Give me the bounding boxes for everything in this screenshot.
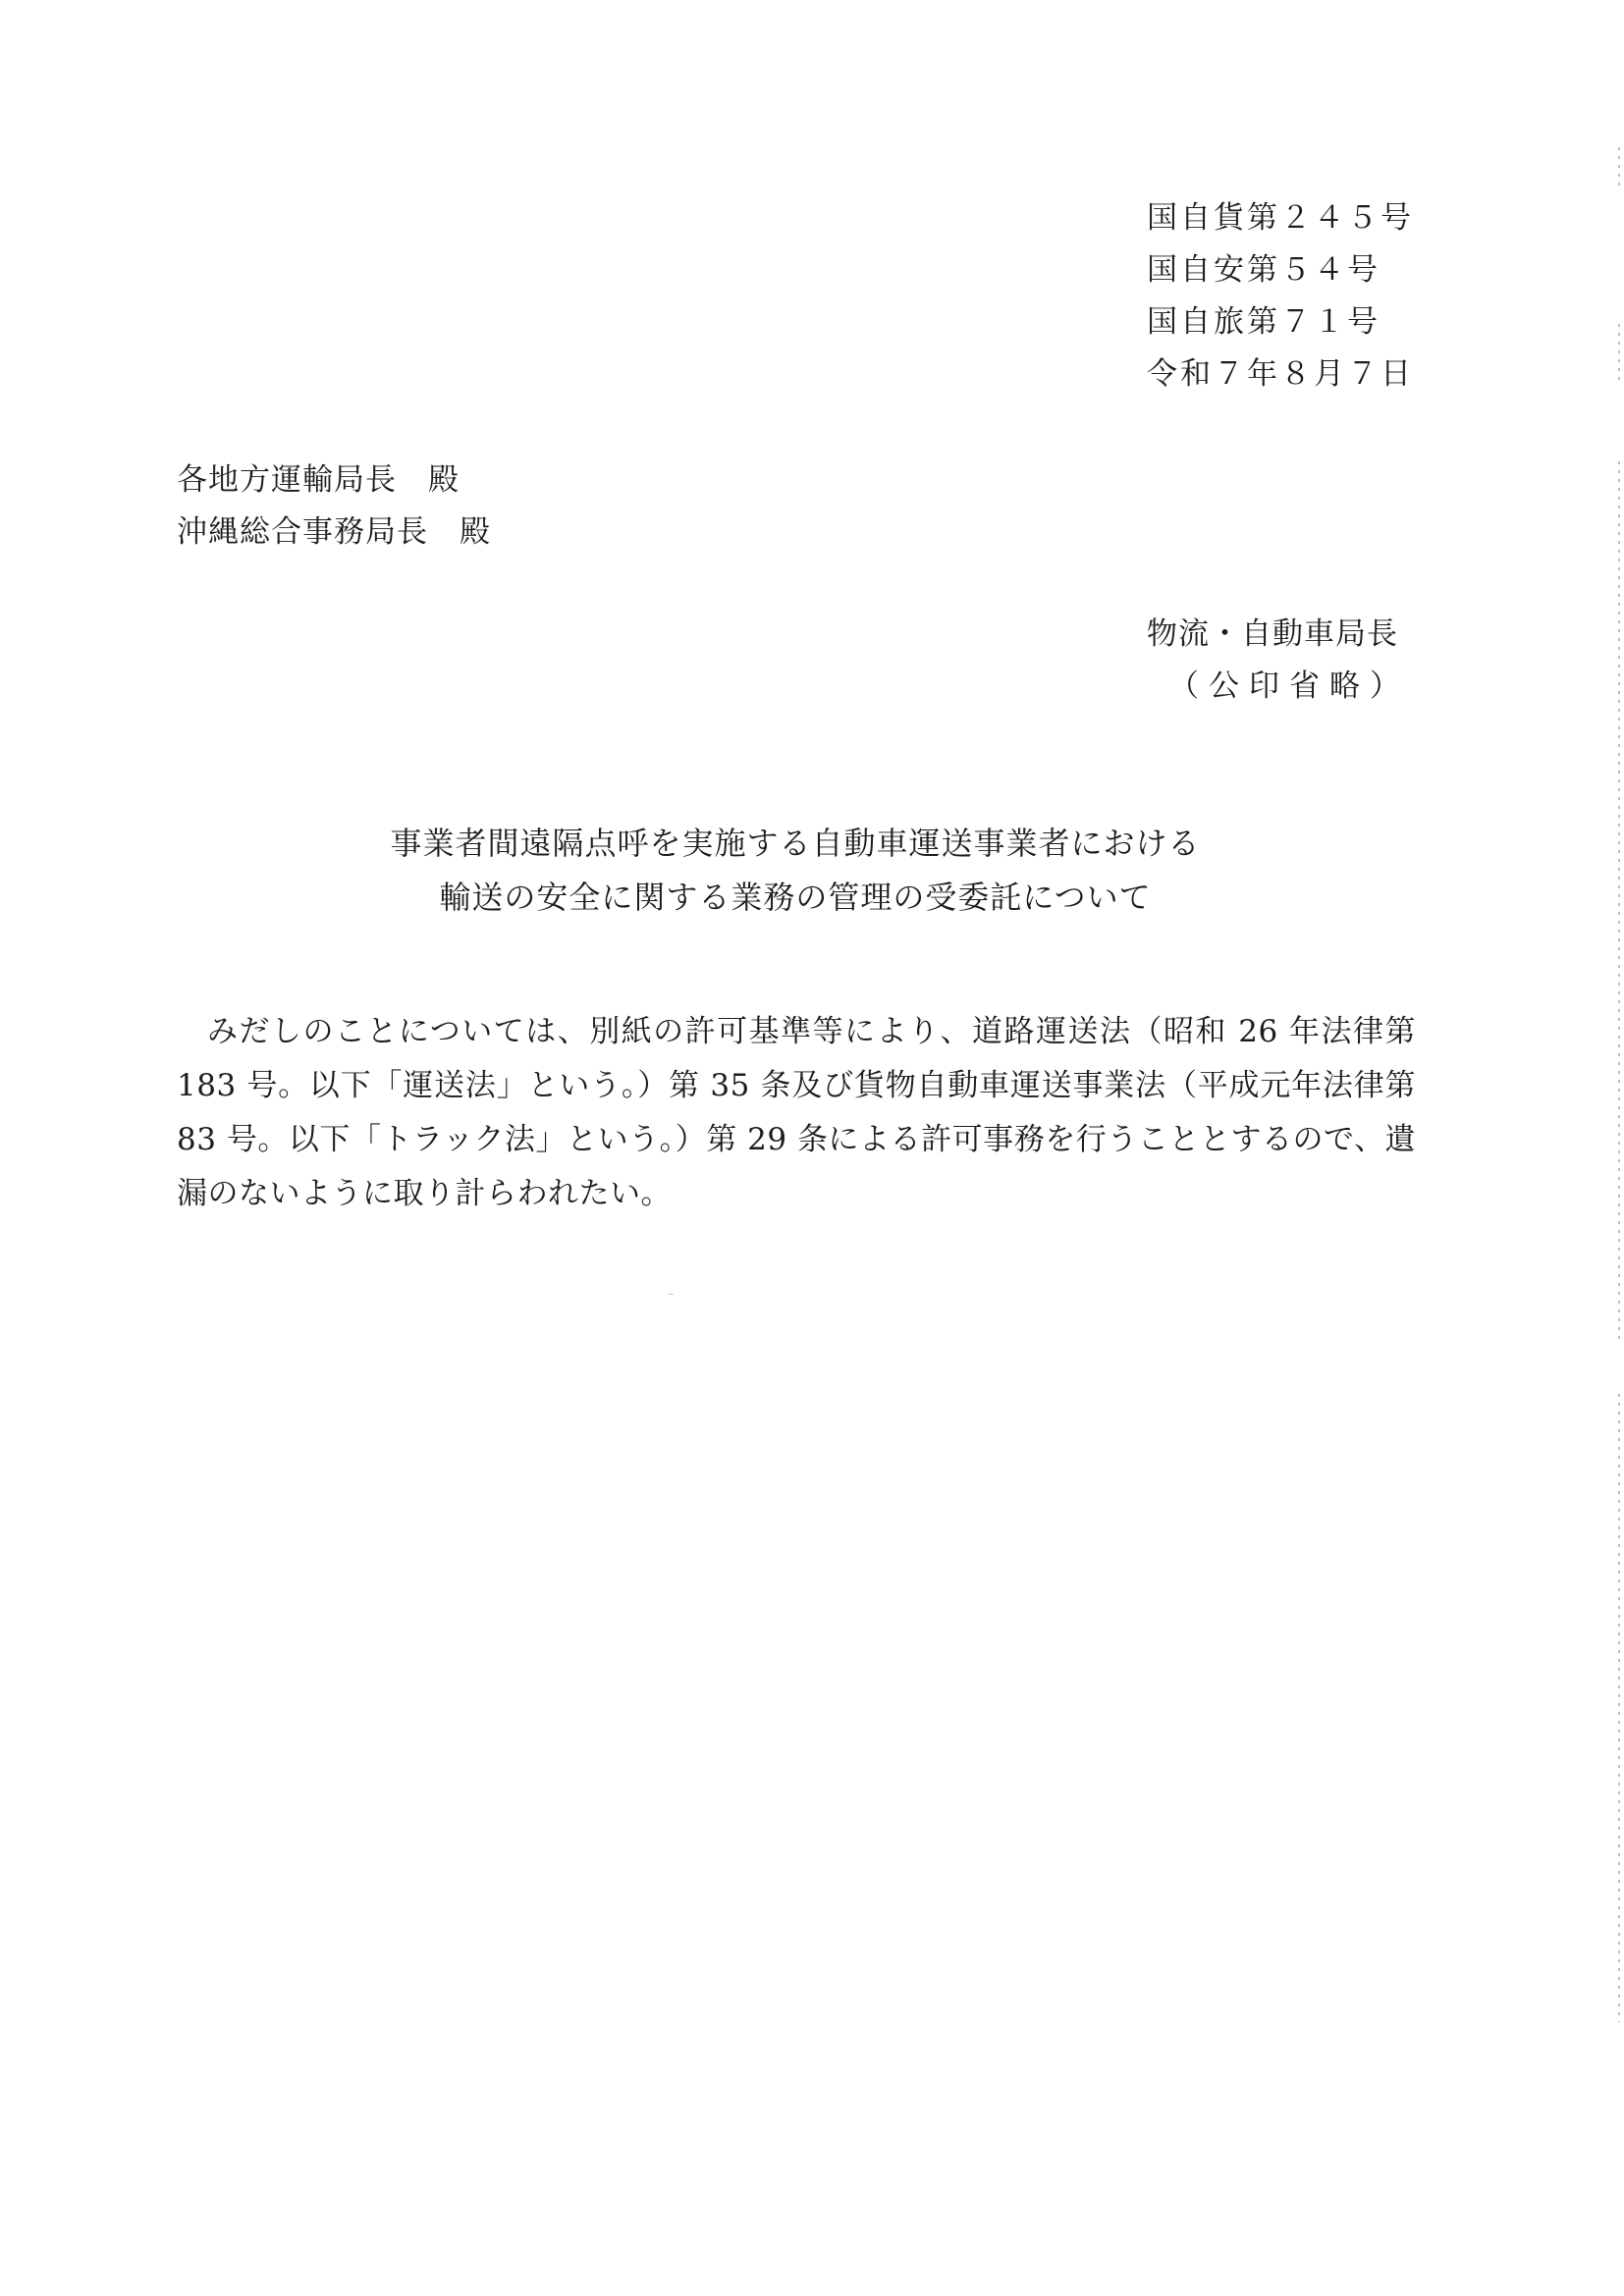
addressee-block <box>177 454 491 559</box>
title-line-2: 輸送の安全に関する業務の管理の受委託について <box>439 879 1152 916</box>
scan-edge-mark <box>1618 324 1620 383</box>
reference-number-safety: 国自安第５４号 <box>1147 252 1380 288</box>
scan-edge-mark <box>1618 461 1620 1345</box>
scan-speck <box>668 1294 674 1295</box>
addressee-okinawa-office: 沖縄総合事務局長 殿 <box>177 514 491 550</box>
scan-edge-mark <box>1618 147 1620 187</box>
reference-number-block <box>1147 192 1414 400</box>
body-paragraph: みだしのことについては、別紙の許可基準等により、道路運送法（昭和 26 年法律第 183 号。以下「運送法」という。）第 35 条及び貨物自動車運送事業法（平成元年法律第 83 号。以下「トラック法」という。）第 29 条による許可事務を行うこととするので、遺漏のないように取り計らわれたい。 <box>177 1014 1416 1211</box>
scan-edge-mark <box>1618 1394 1620 2022</box>
sender-block <box>1147 609 1410 713</box>
issue-date: 令和７年８月７日 <box>1147 356 1414 392</box>
reference-number-freight: 国自貨第２４５号 <box>1147 200 1414 236</box>
title-line-1: 事業者間遠隔点呼を実施する自動車運送事業者における <box>390 825 1201 862</box>
document-title <box>177 817 1414 925</box>
addressee-regional-bureaus: 各地方運輸局長 殿 <box>177 462 460 498</box>
reference-number-passenger: 国自旅第７１号 <box>1147 304 1380 340</box>
seal-omitted-note: （公印省略） <box>1168 668 1410 704</box>
sender-name: 物流・自動車局長 <box>1147 616 1398 652</box>
